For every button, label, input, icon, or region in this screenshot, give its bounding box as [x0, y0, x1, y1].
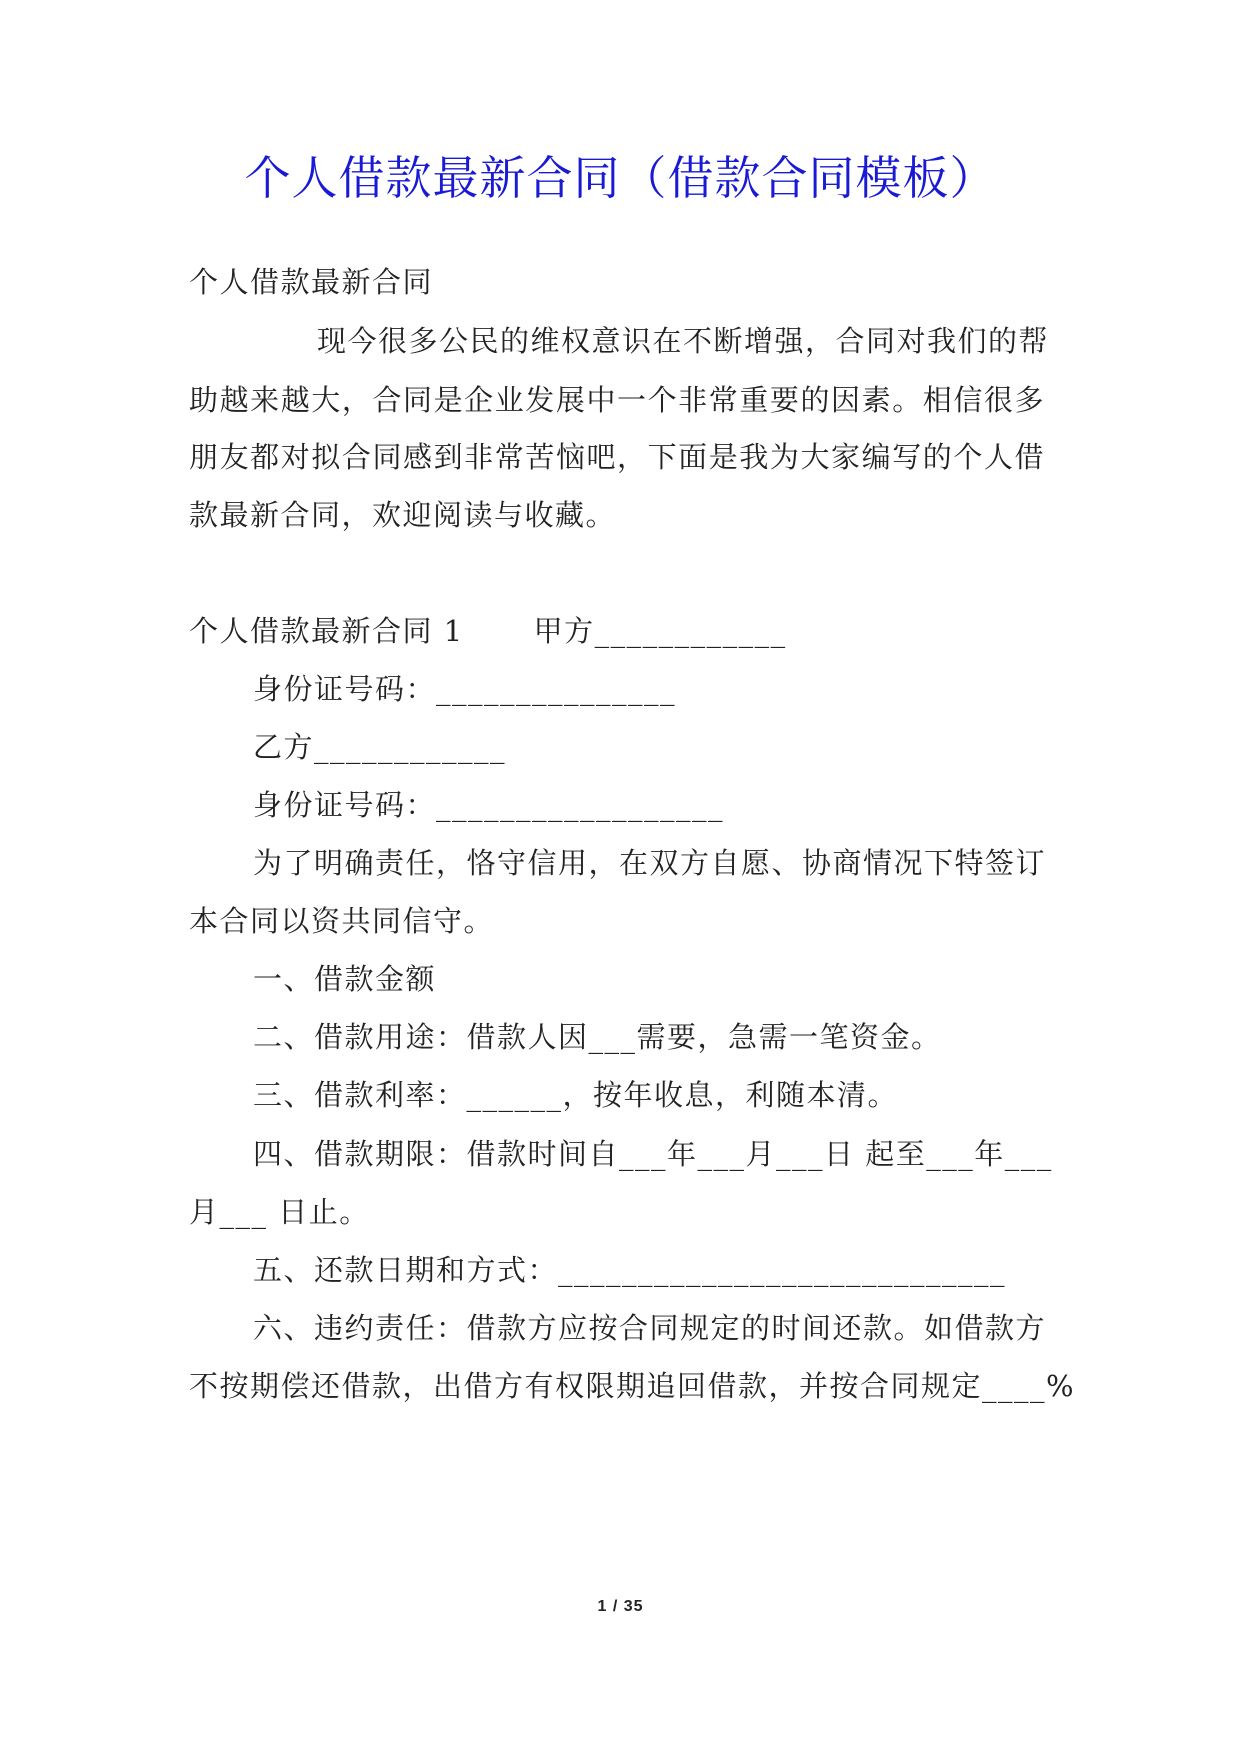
id-number-a-field: 身份证号码：_______________ [253, 672, 677, 706]
clause-repayment: 五、还款日期和方式：____________________________ [253, 1253, 1007, 1287]
party-a-field: 甲方____________ [533, 614, 787, 648]
clause-term-line-1: 四、借款期限：借款时间自___年___月___日 起至___年___ [253, 1137, 1053, 1171]
clause-interest-rate: 三、借款利率：______，按年收息，利随本清。 [253, 1078, 899, 1112]
intro-line-1: 现今很多公民的维权意识在不断增强，合同对我们的帮 [317, 324, 1050, 358]
party-b-field: 乙方____________ [253, 730, 507, 764]
preamble-line-1: 为了明确责任，恪守信用，在双方自愿、协商情况下特签订 [253, 846, 1047, 880]
section-heading: 个人借款最新合同 1 [189, 614, 464, 648]
clause-purpose: 二、借款用途：借款人因___需要，急需一笔资金。 [253, 1020, 942, 1054]
clause-term-line-2: 月___ 日止。 [189, 1195, 370, 1229]
clause-liability-line-2: 不按期偿还借款，出借方有权限期追回借款，并按合同规定____% [189, 1369, 1076, 1403]
section-heading-row [189, 611, 787, 651]
page-number: 1 / 35 [597, 1598, 644, 1615]
preamble-line-2: 本合同以资共同信守。 [189, 904, 495, 938]
clause-amount: 一、借款金额 [253, 962, 437, 996]
id-number-b-field: 身份证号码：__________________ [253, 788, 725, 822]
subtitle: 个人借款最新合同 [189, 265, 434, 299]
document-title: 个人借款最新合同（借款合同模板） [244, 151, 997, 205]
intro-line-2: 助越来越大，合同是企业发展中一个非常重要的因素。相信很多 [189, 383, 1045, 417]
intro-line-3: 朋友都对拟合同感到非常苦恼吧，下面是我为大家编写的个人借 [189, 440, 1045, 474]
clause-liability-line-1: 六、违约责任：借款方应按合同规定的时间还款。如借款方 [253, 1311, 1047, 1345]
intro-line-4: 款最新合同，欢迎阅读与收藏。 [189, 498, 617, 532]
